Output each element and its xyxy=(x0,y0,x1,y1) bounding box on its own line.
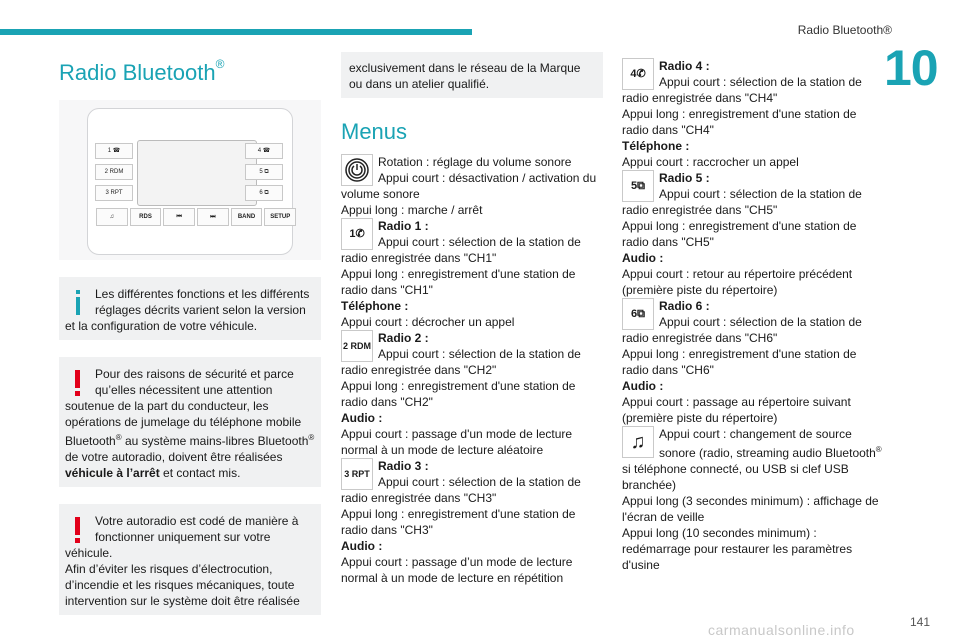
next-button: ⏭ xyxy=(197,208,229,226)
warning-notice-2-continued: exclusivement dans le réseau de la Marque ou dans un atelier qualifié. xyxy=(341,52,603,98)
column-3 xyxy=(622,58,884,573)
previous-button: ⏮ xyxy=(163,208,195,226)
preset-button-1: 1 ☎ xyxy=(95,143,133,159)
radio-panel-frame xyxy=(87,108,293,255)
bottom-button-row xyxy=(96,208,296,226)
rds-button: RDS xyxy=(130,208,162,226)
page-title: Radio Bluetooth® xyxy=(59,57,225,85)
setup-button: SETUP xyxy=(264,208,296,226)
radio-display xyxy=(137,140,257,206)
menu-item-radio-4: 4✆ Radio 4 : Appui court : sélection de la station de radio enregistrée dans "CH4" Appui long : enregistrement d'une station de radio dans "CH4" Téléphone : Appui court : raccrocher un appel xyxy=(622,59,862,169)
running-header: Radio Bluetooth® xyxy=(797,23,892,37)
preset-6-folder-next-icon: 6⧉ xyxy=(622,298,654,330)
radio-panel-illustration xyxy=(59,100,321,260)
preset-button-6: 6 ⧉ xyxy=(245,185,283,201)
menu-item-radio-2: 2 RDM Radio 2 : Appui court : sélection de la station de radio enregistrée dans "CH2" Appui long : enregistrement d'une station de radio dans "CH2" Audio : Appui court : passage d'un mode de lecture normal à un mode de lecture aléatoire xyxy=(341,331,581,457)
menus-title: Menus xyxy=(341,119,408,144)
source-button: ♫ xyxy=(96,208,128,226)
warning-icon xyxy=(65,513,91,545)
column-1 xyxy=(59,52,321,615)
preset-button-2: 2 RDM xyxy=(95,164,133,180)
music-note-icon: ♫ xyxy=(622,426,654,458)
column-2 xyxy=(341,52,603,586)
preset-4-hangup-icon: 4✆ xyxy=(622,58,654,90)
warning-notice-2: Votre autoradio est codé de manière à fonctionner uniquement sur votre véhicule. Afin d’éviter les risques d’électrocution, d’incendie et les risques mécaniques, toute intervention sur le système doit être réalisée xyxy=(59,504,321,615)
page-number: 141 xyxy=(909,615,930,629)
preset-1-call-icon: 1✆ xyxy=(341,218,373,250)
warning-notice-1: Pour des raisons de sécurité et parce qu’elles nécessitent une attention soutenue de la part du conducteur, les opérations de jumelage du téléphone mobile Bluetooth® au système mains-libres Bluetooth® de votre autoradio, doivent être réalisées véhicule à l’arrêt et contact mis. xyxy=(59,357,321,487)
preset-button-5: 5 ⧉ xyxy=(245,164,283,180)
preset-3-repeat-icon: 3 RPT xyxy=(341,458,373,490)
info-notice: Les différentes fonctions et les différents réglages décrits varient selon la version et la configuration de votre véhicule. xyxy=(59,277,321,340)
warning-icon xyxy=(65,366,91,398)
menu-item-radio-1: 1✆ Radio 1 : Appui court : sélection de la station de radio enregistrée dans "CH1" Appui long : enregistrement d'une station de radio dans "CH1" Téléphone : Appui court : décrocher un appel xyxy=(341,219,581,329)
menu-item-source: ♫ Appui court : changement de source sonore (radio, streaming audio Bluetooth® si téléphone connecté, ou USB si clef USB branchée) Appui long (3 secondes minimum) : affichage de l'écran de veille Appui long (10 secondes minimum) : redémarrage pour restaurer les paramètres d'usine xyxy=(622,427,882,572)
band-button: BAND xyxy=(231,208,263,226)
preset-2-random-icon: 2 RDM xyxy=(341,330,373,362)
preset-button-3: 3 RPT xyxy=(95,185,133,201)
preset-5-folder-back-icon: 5⧉ xyxy=(622,170,654,202)
watermark: carmanualsonline.info xyxy=(708,622,855,638)
menu-item-volume: Rotation : réglage du volume sonore Appui court : désactivation / activation du volume sonore Appui long : marche / arrêt xyxy=(341,155,597,217)
menu-item-radio-3: 3 RPT Radio 3 : Appui court : sélection de la station de radio enregistrée dans "CH3" Appui long : enregistrement d'une station de radio dans "CH3" Audio : Appui court : passage d’un mode de lecture normal à un mode de lecture en répétition xyxy=(341,459,581,585)
menu-item-radio-6: 6⧉ Radio 6 : Appui court : sélection de la station de radio enregistrée dans "CH6" Appui long : enregistrement d'une station de radio dans "CH6" Audio : Appui court : passage au répertoire suivant (première piste du répertoire) xyxy=(622,299,862,425)
header-accent-bar xyxy=(0,29,472,35)
chapter-number: 10 xyxy=(884,40,938,96)
preset-button-4: 4 ☎ xyxy=(245,143,283,159)
info-icon xyxy=(65,286,91,318)
menu-item-radio-5: 5⧉ Radio 5 : Appui court : sélection de la station de radio enregistrée dans "CH5" Appui long : enregistrement d'une station de radio dans "CH5" Audio : Appui court : retour au répertoire précédent (première piste du répertoire) xyxy=(622,171,862,297)
volume-knob-icon xyxy=(341,154,373,186)
